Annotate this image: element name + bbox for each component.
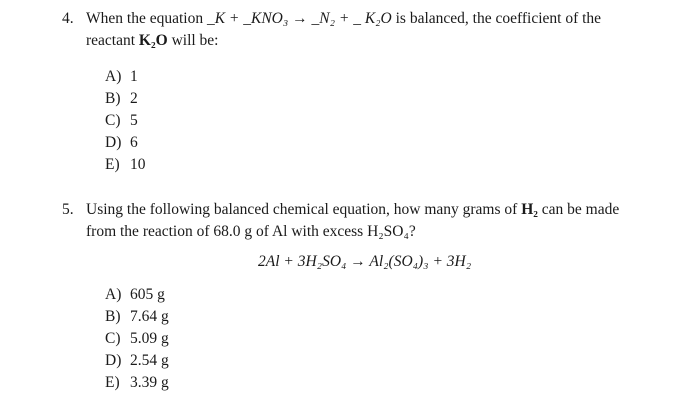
text: Using the following balanced chemical equation, how many grams of (86, 201, 522, 218)
choice-label: A) (105, 286, 122, 303)
question-text-line2 (86, 32, 219, 50)
choice-label: B) (105, 308, 121, 325)
choice-label: E) (105, 156, 120, 173)
text: is balanced, the coefficient of the (391, 10, 602, 27)
choice-d (105, 134, 138, 152)
choice-label: D) (105, 352, 122, 369)
choice-label: E) (105, 374, 120, 391)
choice-a (105, 68, 138, 86)
question-text-line2: from the reaction of 68.0 g of Al with excess H₂SO₄? (86, 223, 416, 240)
question-number: 5. (62, 201, 74, 218)
question-number: 4. (62, 10, 74, 27)
text: will be: (167, 32, 219, 49)
choice-c (105, 112, 138, 130)
choice-value: 3.39 g (130, 374, 169, 391)
choice-value: 2.54 g (130, 352, 169, 369)
choice-label: D) (105, 134, 122, 151)
choice-label: A) (105, 68, 122, 85)
choice-value: 5 (130, 112, 138, 129)
text: When the equation (86, 10, 207, 27)
choice-b (105, 308, 169, 326)
equation: _K + _KNO₃ → _N₂ + _ K₂O (206, 10, 392, 27)
formula: H₂ (521, 201, 538, 218)
choice-value: 5.09 g (130, 330, 169, 347)
choice-value: 7.64 g (130, 308, 169, 325)
choice-value: 10 (130, 156, 146, 173)
text: can be made (537, 201, 620, 218)
question-text-line1 (86, 201, 619, 219)
formula: K₂O (138, 32, 168, 49)
choice-d (105, 352, 169, 370)
choice-e (105, 374, 169, 392)
choice-label: C) (105, 330, 121, 347)
choice-label: B) (105, 90, 121, 107)
question-text-line1 (86, 10, 601, 28)
equation: 2Al + 3H₂SO₄ → Al₂(SO₄)₃ + 3H₂ (258, 253, 472, 270)
choice-value: 605 g (130, 286, 165, 303)
text: reactant (86, 32, 139, 49)
choice-a (105, 286, 165, 304)
choice-value: 6 (130, 134, 138, 151)
choice-label: C) (105, 112, 121, 129)
choice-b (105, 90, 138, 108)
choice-value: 1 (130, 68, 138, 85)
choice-value: 2 (130, 90, 138, 107)
choice-c (105, 330, 169, 348)
choice-e (105, 156, 146, 174)
